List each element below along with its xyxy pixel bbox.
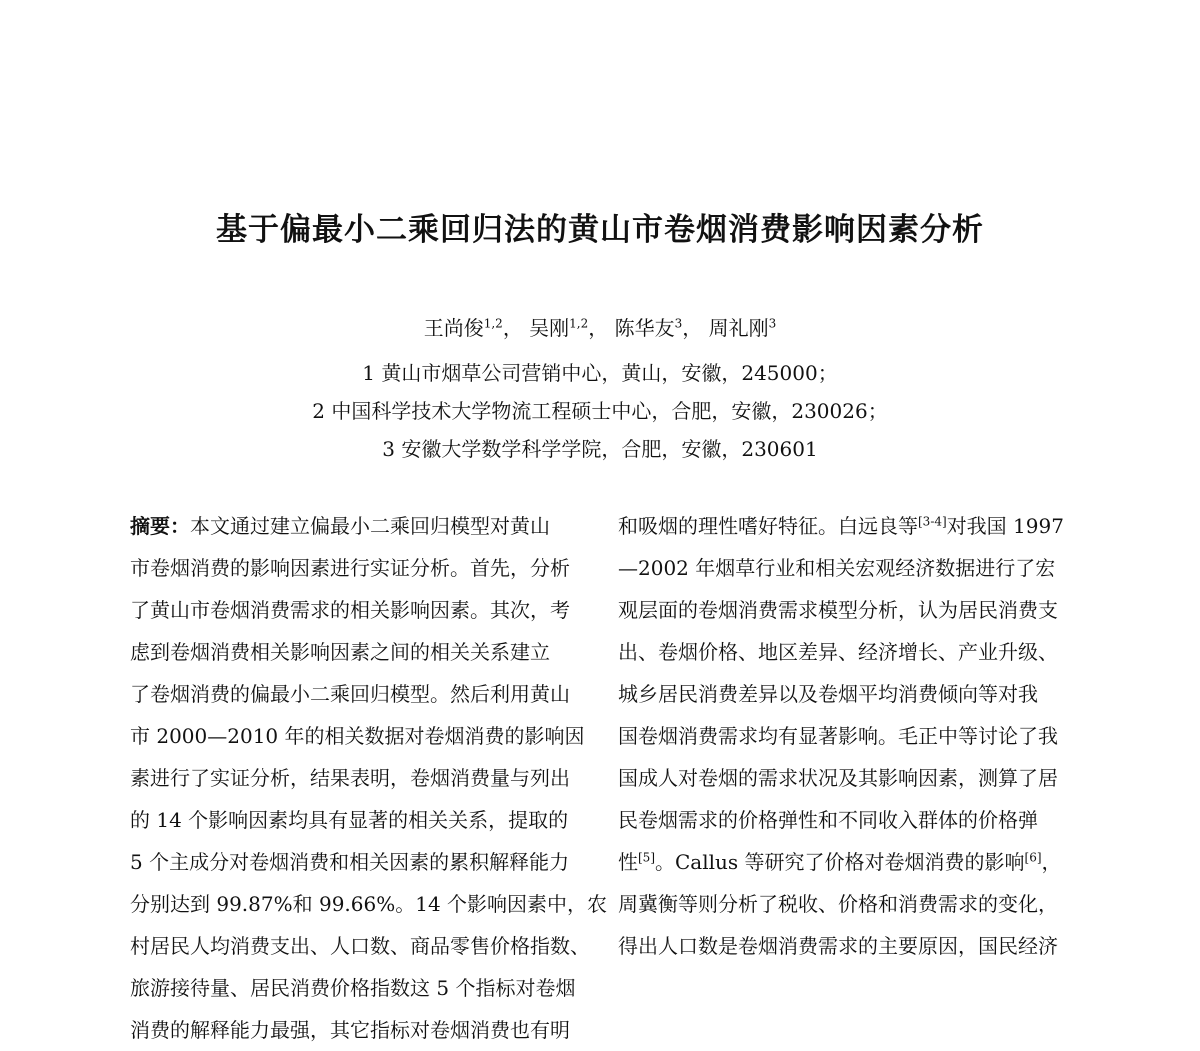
body-line: 出、卷烟价格、地区差异、经济增长、产业升级、: [618, 640, 1058, 664]
author-affiliation-mark: 3: [768, 316, 777, 331]
body-text: 性: [618, 850, 638, 874]
citation-ref: [3-4]: [918, 514, 947, 529]
abstract-column: [130, 505, 608, 1051]
abstract-line: 5 个主成分对卷烟消费和相关因素的累积解释能力: [130, 850, 570, 874]
abstract-line: 的 14 个影响因素均具有显著的相关关系，提取的: [130, 808, 569, 832]
abstract-text: 本文通过建立偏最小二乘回归模型对黄山: [190, 514, 550, 538]
abstract-line: 消费的解释能力最强，其它指标对卷烟消费也有明: [130, 1018, 570, 1042]
body-line: 国卷烟消费需求均有显著影响。毛正中等讨论了我: [618, 724, 1058, 748]
citation-ref: [6]: [1024, 850, 1042, 865]
author-name: [709, 316, 777, 340]
body-line: 周冀衡等则分析了税收、价格和消费需求的变化，: [618, 892, 1058, 916]
body-line: [618, 505, 1070, 547]
affiliation-list: [0, 354, 1200, 468]
author-list: [0, 313, 1200, 343]
paper-title: 基于偏最小二乘回归法的黄山市卷烟消费影响因素分析: [216, 212, 984, 248]
abstract-line: 分别达到 99.87%和 99.66%。14 个影响因素中，农: [130, 892, 608, 916]
body-line: 国成人对卷烟的需求状况及其影响因素，测算了居: [618, 766, 1058, 790]
citation-ref: [5]: [638, 850, 655, 865]
author-name-text: 王尚俊: [423, 316, 484, 340]
author-separator: ，: [682, 316, 703, 340]
abstract-line: 了卷烟消费的偏最小二乘回归模型。然后利用黄山: [130, 682, 570, 706]
author-name: [615, 316, 709, 340]
author-separator: ，: [502, 316, 523, 340]
affiliation-line: 3 安徽大学数学科学学院，合肥，安徽，230601: [382, 437, 818, 461]
author-name: [424, 316, 529, 340]
abstract-line: 了黄山市卷烟消费需求的相关影响因素。其次，考: [130, 598, 570, 622]
body-text: ，: [1041, 850, 1062, 874]
affiliation-line: 2 中国科学技术大学物流工程硕士中心，合肥，安徽，230026；: [312, 399, 888, 423]
body-line: [618, 841, 1070, 883]
abstract-line: 旅游接待量、居民消费价格指数这 5 个指标对卷烟: [130, 976, 576, 1000]
author-name-text: 陈华友: [614, 316, 675, 340]
author-name-text: 吴刚: [529, 316, 570, 340]
body-line: 民卷烟需求的价格弹性和不同收入群体的价格弹: [618, 808, 1038, 832]
author-affiliation-mark: 3: [674, 316, 683, 331]
body-line: 得出人口数是卷烟消费需求的主要原因，国民经济: [618, 934, 1058, 958]
author-affiliation-mark: 1,2: [569, 316, 589, 331]
body-line: 城乡居民消费差异以及卷烟平均消费倾向等对我: [618, 682, 1038, 706]
abstract-line: 村居民人均消费支出、人口数、商品零售价格指数、: [130, 934, 590, 958]
author-separator: ，: [588, 316, 609, 340]
abstract-line: 素进行了实证分析，结果表明，卷烟消费量与列出: [130, 766, 570, 790]
body-text: 对我国 1997: [946, 514, 1064, 538]
body-line: —2002 年烟草行业和相关宏观经济数据进行了宏: [618, 556, 1056, 580]
abstract-line: 市卷烟消费的影响因素进行实证分析。首先，分析: [130, 556, 570, 580]
abstract-label: 摘要：: [130, 514, 190, 538]
abstract-line: 虑到卷烟消费相关影响因素之间的相关关系建立: [130, 640, 550, 664]
abstract-line: 市 2000—2010 年的相关数据对卷烟消费的影响因: [130, 724, 585, 748]
abstract-line: [130, 505, 578, 547]
body-line: 观层面的卷烟消费需求模型分析，认为居民消费支: [618, 598, 1058, 622]
author-name: [529, 316, 614, 340]
body-column: [618, 505, 1070, 967]
author-name-text: 周礼刚: [708, 316, 769, 340]
author-affiliation-mark: 1,2: [483, 316, 503, 331]
body-text: 和吸烟的理性嗜好特征。白远良等: [618, 514, 918, 538]
affiliation-line: 1 黄山市烟草公司营销中心，黄山，安徽，245000；: [362, 361, 838, 385]
body-text: 。Callus 等研究了价格对卷烟消费的影响: [655, 850, 1025, 874]
